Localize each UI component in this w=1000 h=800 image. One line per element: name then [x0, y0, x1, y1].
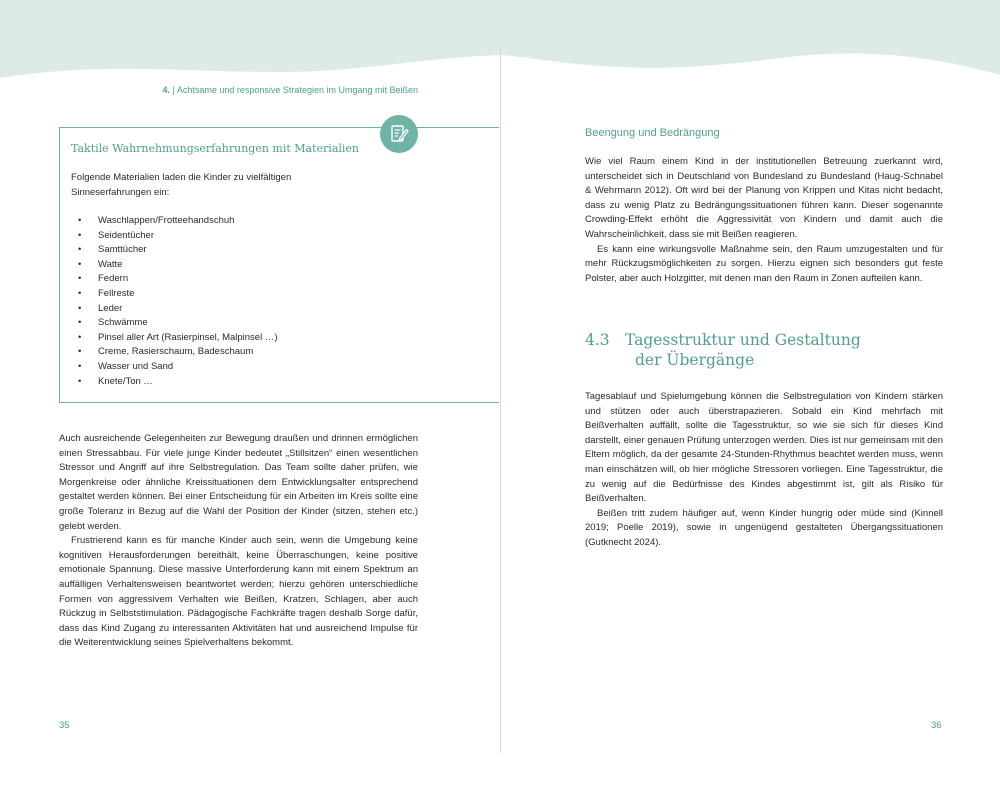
- list-item: • Schwämme: [71, 316, 278, 331]
- list-item: • Leder: [71, 302, 278, 317]
- materials-list: [71, 214, 278, 389]
- right-body-text-bottom: [585, 390, 943, 551]
- paragraph: Es kann eine wirkungsvolle Maßnahme sein, den Raum umzugestalten und für mehr Rückzugsmöglichkeiten zu sorgen. Hierzu eignen sich besonders gut feste Polster, aber auch Holzgitter, mit denen man den Raum in Zonen aufteilen kann.: [585, 243, 943, 284]
- list-item: • Seidentücher: [71, 229, 278, 244]
- list-item: • Fellreste: [71, 287, 278, 302]
- section-title-line2: der Übergänge: [635, 351, 755, 369]
- box-intro: Folgende Materialien laden die Kinder zu vielfältigen Sinneserfahrungen ein:: [71, 172, 292, 198]
- list-item: • Pinsel aller Art (Rasierpinsel, Malpinsel …): [71, 331, 278, 346]
- page-number-left: 35: [59, 720, 70, 731]
- list-item: • Federn: [71, 272, 278, 287]
- running-head-separator: |: [172, 85, 177, 95]
- paragraph: Auch ausreichende Gelegenheiten zur Bewegung draußen und drinnen ermöglichen einen Stressabbau. Für viele junge Kinder bedeutet „Stillsitzen“ einen wesentlichen Stressor und Angriff auf ihre Selbstregulation. Das Team sollte daher prüfen, wie Morgenkreise oder ähnliche Kreissituationen dem Entwicklungsalter entsprechend gestaltet werden können. Bei einer Entscheidung für ein Arbeiten im Kreis sollte eine große Toleranz in Bezug auf die Wahl der Position der Kinder (sitzen, stehen etc.) gelebt werden.: [59, 433, 418, 532]
- right-body-text-top: [585, 155, 943, 286]
- list-item: • Creme, Rasierschaum, Badeschaum: [71, 345, 278, 360]
- paragraph: Frustrierend kann es für manche Kinder auch sein, wenn die Umgebung keine kognitiven Herausforderungen bereithält, keine Überraschungen, keine positive emotionale Spannung. Diese massive Unterforderung kann mit einem Spektrum an auffälligen Verhaltensweisen beantwortet werden; hierzu gehören unterschiedliche Formen von aggressivem Verhalten wie Beißen, Kratzen, Schlagen, aber auch Rückzug in Selbststimulation. Pädagogische Fachkräfte tragen deshalb Sorge dafür, dass das Kind Zugang zu interessanten Aktivitäten hat und ausreichend Impulse für die Weiterentwicklung seines Spielverhaltens bekommt.: [59, 535, 418, 649]
- chapter-number: 4.: [162, 85, 171, 95]
- list-item: • Watte: [71, 258, 278, 273]
- list-item: • Knete/Ton …: [71, 375, 278, 390]
- section-title-line1: Tagesstruktur und Gestaltung: [624, 331, 861, 349]
- list-item: • Waschlappen/Frotteehandschuh: [71, 214, 278, 229]
- left-body-text: [59, 432, 418, 651]
- chapter-title: Achtsame und responsive Strategien im Umgang mit Beißen: [176, 85, 418, 95]
- page-number-right: 36: [931, 720, 942, 731]
- section-heading: [585, 330, 861, 370]
- notepad-pencil-icon: [380, 115, 418, 153]
- box-title: Taktile Wahrnehmungserfahrungen mit Materialien: [71, 142, 360, 155]
- list-item: • Wasser und Sand: [71, 360, 278, 375]
- paragraph: Wie viel Raum einem Kind in der institutionellen Betreuung zuerkannt wird, unterscheidet sich in Deutschland von Bundesland zu Bundesland (Haug-Schnabel & Wehrmann 2012). Oft wird bei der Planung von Krippen und Kitas nicht bedacht, dass zu wenig Platz zu Bedrängungssituationen führen kann. Dieser sogenannte Crowding-Effekt erhöht die Aggressivität von Kindern und damit auch die Wahrscheinlichkeit, dass sie mit Beißen reagieren.: [585, 156, 943, 240]
- section-number: 4.3: [585, 331, 610, 349]
- running-head: [60, 85, 418, 95]
- list-item: • Samttücher: [71, 243, 278, 258]
- paragraph: Beißen tritt zudem häufiger auf, wenn Kinder hungrig oder müde sind (Kinnell 2019; Poelle 2019), sowie in ungenügend gestalteten Übergangssituationen (Gutknecht 2024).: [585, 507, 943, 548]
- section-subheading: Beengung und Bedrängung: [585, 127, 720, 139]
- paragraph: Tagesablauf und Spielumgebung können die Selbstregulation von Kindern stärken und stützen oder auch überstrapazieren. Sobald ein Kind mehrfach mit Beißverhalten auffällt, sollte die Tagesstruktur, so wie sie sich für dieses Kind darstellt, einer genauen Prüfung unterzogen werden. Dies ist nur gemeinsam mit den Eltern möglich, da der gesamte 24-Stunden-Rhythmus beachtet werden muss, wenn man einschätzen will, ob hier mögliche Stressoren vorliegen. Eine Tagesstruktur, die zu wenig auf die Bedürfnisse des Kindes abgestimmt ist, gilt als Risiko für Beißverhalten.: [585, 391, 943, 505]
